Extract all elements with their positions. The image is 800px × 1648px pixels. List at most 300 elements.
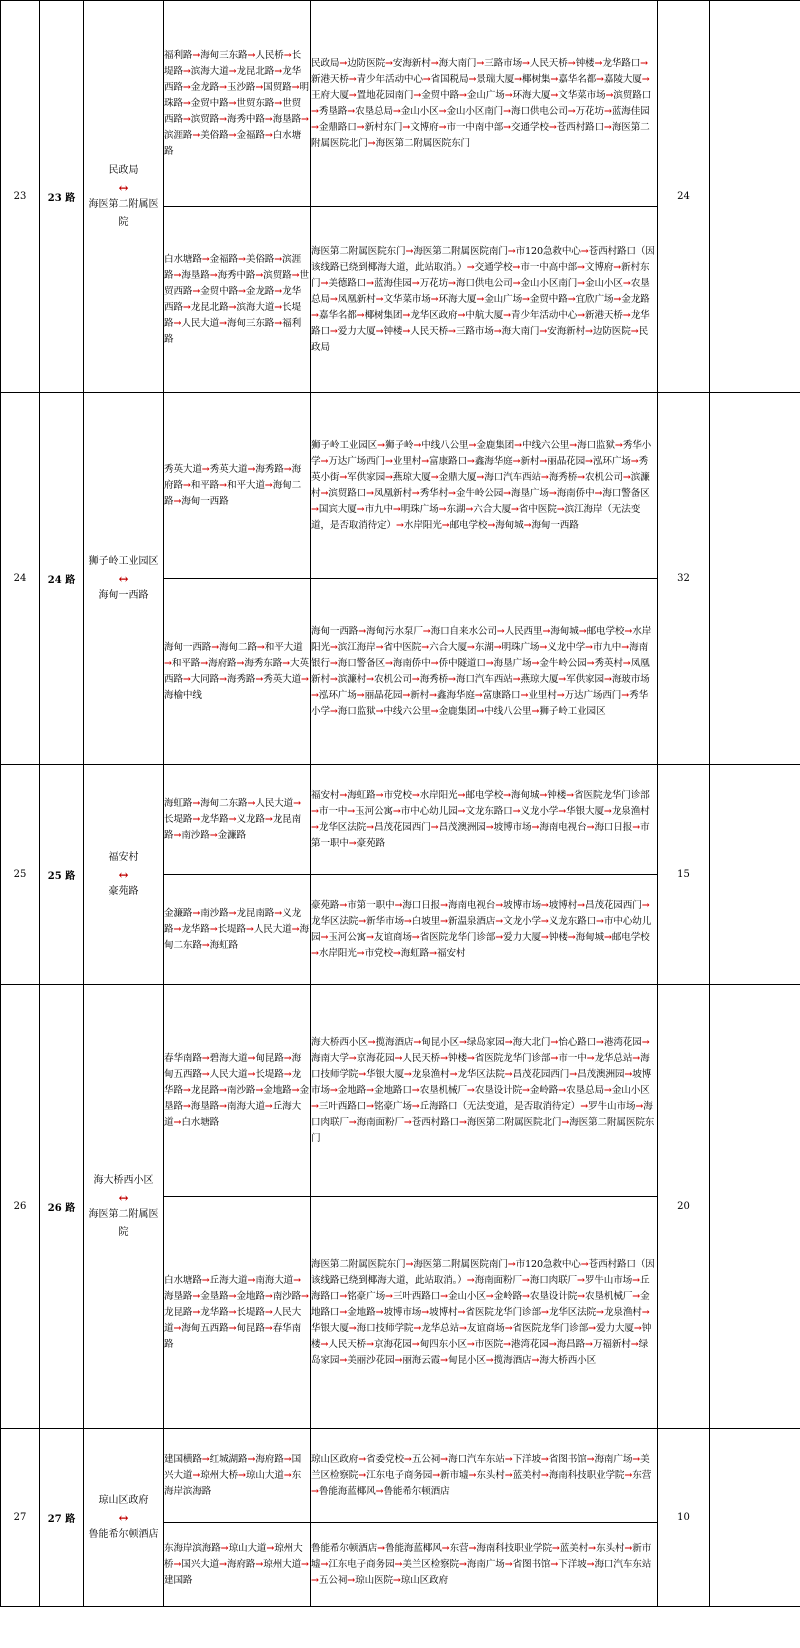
arrow-icon: → [531, 821, 540, 833]
arrow-icon: → [375, 293, 384, 305]
arrow-icon: → [594, 487, 603, 499]
arrow-icon: → [182, 65, 191, 77]
arrow-icon: → [457, 1306, 466, 1318]
arrow-icon: → [522, 1084, 530, 1096]
arrow-icon: → [485, 1354, 494, 1366]
arrow-icon: → [348, 837, 357, 849]
table-row [1, 393, 800, 579]
arrow-icon: → [377, 439, 385, 451]
arrow-icon: → [504, 1322, 513, 1334]
arrow-icon: → [339, 1306, 348, 1318]
arrow-icon: → [394, 1354, 403, 1366]
arrow-icon: → [228, 907, 237, 919]
arrow-icon: → [173, 923, 182, 935]
remark-cell [710, 1429, 800, 1607]
arrow-icon: → [624, 625, 633, 637]
arrow-icon: → [512, 277, 521, 289]
arrow-icon: → [586, 821, 595, 833]
arrow-icon: → [633, 1322, 642, 1334]
arrow-icon: → [485, 657, 494, 669]
arrow-icon: → [566, 789, 575, 801]
arrow-icon: → [182, 81, 191, 93]
arrow-icon: → [504, 1558, 513, 1570]
stop-sequence: 民政局→边防医院→安海新村→海大南门→三路市场→人民天桥→钟楼→龙华路口→新港天桥→青少年活动中心→省国税局→景瑞大厦→椰树集→嘉华名都→嘉陵大厦→王府大厦→置地花园南门→金贸中路→金山广场→环海大厦→文华菜市场→滨贸路口→秀垦路→农垦总局→金山小区→金山小区南门→海口供电公司→万花坊→蓝海佳园→金鼎路口→新村东门→文博府→市一中南中部→交通学校→苍西村路口→海医第二附属医院北门→海医第二附属医院东门 [311, 1, 658, 207]
arrow-icon: → [441, 1542, 450, 1554]
arrow-icon: → [228, 813, 237, 825]
arrow-icon: → [311, 105, 319, 117]
arrow-icon: → [247, 1453, 256, 1465]
arrow-icon: → [438, 121, 447, 133]
arrow-icon: → [219, 479, 228, 491]
arrow-icon: → [238, 1469, 246, 1481]
terminal-b: 海医第二附属医院 [88, 1208, 159, 1238]
arrow-icon: → [358, 1068, 367, 1080]
arrow-icon: → [504, 1068, 513, 1080]
arrow-icon: → [396, 519, 404, 531]
arrow-icon: → [192, 285, 201, 297]
arrow-icon: → [348, 73, 357, 85]
arrow-icon: → [421, 455, 430, 467]
arrow-icon: → [539, 641, 548, 653]
arrow-icon: → [596, 1306, 604, 1318]
arrow-icon: → [301, 673, 309, 685]
arrow-icon: → [219, 81, 228, 93]
arrow-icon: → [641, 899, 650, 911]
arrow-icon: → [580, 1100, 589, 1112]
arrow-icon: → [264, 1100, 273, 1112]
arrow-icon: → [556, 689, 565, 701]
arrow-icon: → [358, 625, 367, 637]
remark-cell [710, 985, 800, 1429]
arrow-icon: → [624, 1068, 633, 1080]
arrow-icon: → [192, 49, 201, 61]
arrow-icon: → [580, 1258, 589, 1270]
arrow-icon: → [558, 1084, 567, 1096]
arrow-icon: → [586, 1453, 595, 1465]
arrow-icon: → [283, 1052, 292, 1064]
arrow-icon: → [192, 1306, 201, 1318]
arrow-icon: → [201, 1274, 210, 1286]
arrow-icon: → [580, 245, 589, 257]
arrow-icon: → [594, 57, 603, 69]
arrow-icon: → [540, 1306, 549, 1318]
arrow-icon: → [632, 1290, 641, 1302]
arrow-icon: → [507, 245, 516, 257]
arrow-icon: → [487, 519, 496, 531]
arrow-icon: → [449, 1068, 458, 1080]
arrow-icon: → [347, 805, 356, 817]
arrow-icon: → [283, 49, 292, 61]
arrow-icon: → [385, 657, 393, 669]
route-terminals [84, 1, 164, 393]
arrow-icon: → [247, 1052, 256, 1064]
arrow-icon: → [320, 1338, 329, 1350]
arrow-icon: → [522, 57, 530, 69]
arrow-icon: → [495, 915, 504, 927]
arrow-icon: → [247, 797, 256, 809]
arrow-icon: → [182, 673, 191, 685]
arrow-icon: → [311, 503, 319, 515]
arrow-icon: → [367, 137, 376, 149]
arrow-icon: → [348, 1116, 357, 1128]
route-name: 26 路 [40, 985, 84, 1429]
arrow-icon: → [413, 439, 422, 451]
arrow-icon: → [468, 1469, 477, 1481]
arrow-icon: → [503, 487, 512, 499]
arrow-icon: → [375, 641, 384, 653]
arrow-icon: → [603, 805, 612, 817]
arrow-icon: → [403, 915, 412, 927]
arrow-icon: → [468, 439, 477, 451]
arrow-icon: → [219, 317, 228, 329]
arrow-icon: → [531, 1354, 540, 1366]
arrow-icon: → [539, 789, 548, 801]
arrow-icon: → [603, 931, 612, 943]
arrow-icon: → [192, 129, 201, 141]
arrow-icon: → [311, 121, 319, 133]
arrow-icon: → [320, 487, 329, 499]
arrow-icon: → [291, 81, 300, 93]
arrow-icon: → [569, 1068, 578, 1080]
arrow-icon: → [320, 931, 329, 943]
arrow-icon: → [588, 1542, 597, 1554]
arrow-icon: → [485, 1290, 494, 1302]
stop-sequence: 海医第二附属医院东门→海医第二附属医院南门→市120急救中心→苍西村路口（因该线路已绕到椰海大道，此站取消。）→交通学校→市一中高中部→文博府→新村东门→美德路口→蓝海佳园→万花坊→海口供电公司→金山小区南门→金山小区→农垦总局→凤凰新村→文华菜市场→环海大厦→金山广场→金贸中路→宜欣广场→金龙路→嘉华名都→椰树集团→龙华区政府→中航大厦→青少年活动中心→新港天桥→龙华路口→爱力大厦→钟楼→人民天桥→三路市场→海大南门→安海新村→边防医院→民政局 [311, 207, 658, 393]
arrow-icon: → [283, 1469, 292, 1481]
arrow-icon: → [578, 625, 587, 637]
arrow-icon: → [264, 813, 273, 825]
arrow-icon: → [209, 829, 218, 841]
arrow-icon: → [274, 301, 283, 313]
arrow-icon: → [630, 325, 639, 337]
arrow-icon: → [274, 317, 283, 329]
arrow-icon: → [301, 113, 309, 125]
arrow-icon: → [550, 73, 559, 85]
arrow-icon: → [283, 1453, 292, 1465]
arrow-icon: → [358, 1469, 367, 1481]
arrow-icon: → [422, 625, 431, 637]
arrow-icon: → [311, 821, 319, 833]
arrow-icon: → [596, 73, 604, 85]
arrow-icon: → [466, 1052, 475, 1064]
route-name: 24 路 [40, 393, 84, 765]
arrow-icon: → [550, 89, 559, 101]
terminal-b: 海医第二附属医院 [88, 198, 159, 228]
arrow-icon: → [274, 907, 283, 919]
arrow-icon: → [493, 641, 502, 653]
arrow-icon: → [567, 57, 576, 69]
arrow-icon: → [459, 1036, 467, 1048]
arrow-icon: → [291, 269, 300, 281]
arrow-icon: → [356, 121, 365, 133]
arrow-icon: → [522, 293, 530, 305]
arrow-icon: → [448, 325, 456, 337]
arrow-icon: → [413, 89, 422, 101]
stop-count: 20 [658, 985, 710, 1429]
route-name: 27 路 [40, 1429, 84, 1607]
arrow-icon: → [531, 657, 540, 669]
arrow-icon: → [182, 479, 191, 491]
route-terminals [84, 765, 164, 985]
arrow-icon: → [503, 121, 512, 133]
arrow-icon: → [311, 309, 319, 321]
arrow-icon: → [266, 1542, 275, 1554]
route-terminals [84, 985, 164, 1429]
arrow-icon: → [567, 293, 576, 305]
table-row [1, 1, 800, 207]
arrow-icon: → [236, 657, 245, 669]
arrow-icon: → [550, 1558, 559, 1570]
arrow-icon: → [577, 471, 586, 483]
arrow-icon: → [542, 625, 551, 637]
arrow-icon: → [238, 285, 246, 297]
stop-sequence: 豪苑路→市第一职中→海口日报→海南电视台→坡博市场→坡博村→昌茂花园西门→龙华区法院→新华市场→白坡里→新温泉酒店→文龙小学→义龙东路口→市中心幼儿园→玉河公寓→友谊商场→省医院龙华门诊部→爱力大厦→钟楼→海甸城→邮电学校→水岸阳光→市党校→海虹路→福安村 [311, 875, 658, 985]
arrow-icon: → [255, 81, 264, 93]
arrow-icon: → [392, 1574, 401, 1586]
arrow-icon: → [402, 309, 411, 321]
arrow-icon: → [551, 1542, 560, 1554]
bidirectional-arrow-icon: ↔ [118, 571, 129, 586]
arrow-icon: → [540, 931, 549, 943]
arrow-icon: → [448, 277, 456, 289]
arrow-icon: → [448, 487, 456, 499]
arrow-icon: → [247, 1068, 256, 1080]
arrow-icon: → [520, 689, 529, 701]
arrow-icon: → [440, 1354, 449, 1366]
route-terminals [84, 393, 164, 765]
arrow-icon: → [411, 673, 420, 685]
arrow-icon: → [605, 89, 614, 101]
arrow-icon: → [403, 1068, 412, 1080]
arrow-icon: → [614, 439, 623, 451]
arrow-icon: → [339, 471, 348, 483]
arrow-icon: → [585, 455, 593, 467]
arrow-icon: → [192, 1290, 201, 1302]
arrow-icon: → [585, 641, 593, 653]
arrow-icon: → [577, 309, 586, 321]
arrow-icon: → [356, 503, 365, 515]
arrow-icon: → [219, 1558, 228, 1570]
arrow-icon: → [264, 129, 273, 141]
arrow-icon: → [504, 1036, 513, 1048]
arrow-icon: → [512, 455, 521, 467]
stop-sequence: 琼山区政府→省委党校→五公祠→海口汽车东站→下洋坡→省图书馆→海南广场→美兰区检察院→江东电子商务园→新市墟→东头村→蓝美村→海南科技职业学院→东营→鲁能海蓝椰风→鲁能希尔顿酒店 [311, 1429, 658, 1523]
arrow-icon: → [430, 293, 439, 305]
arrow-icon: → [402, 325, 411, 337]
arrow-icon: → [421, 1306, 430, 1318]
arrow-icon: → [632, 1274, 640, 1286]
arrow-icon: → [347, 105, 356, 117]
arrow-icon: → [411, 931, 420, 943]
arrow-icon: → [457, 789, 466, 801]
arrow-icon: → [459, 1322, 467, 1334]
arrow-icon: → [512, 805, 521, 817]
arrow-icon: → [255, 1558, 264, 1570]
arrow-icon: → [366, 1100, 374, 1112]
arrow-icon: → [495, 899, 504, 911]
arrow-icon: → [622, 277, 631, 289]
arrow-icon: → [329, 325, 338, 337]
arrow-icon: → [548, 487, 557, 499]
road-path: 建国横路→红城湖路→海府路→国兴大道→琼州大桥→琼山大道→东海岸滨海路 [164, 1429, 311, 1523]
arrow-icon: → [429, 947, 438, 959]
arrow-icon: → [192, 813, 201, 825]
arrow-icon: → [255, 269, 264, 281]
arrow-icon: → [596, 1036, 604, 1048]
arrow-icon: → [577, 1290, 586, 1302]
arrow-icon: → [375, 705, 384, 717]
bidirectional-arrow-icon: ↔ [118, 1510, 129, 1525]
arrow-icon: → [440, 915, 449, 927]
arrow-icon: → [476, 471, 485, 483]
arrow-icon: → [403, 1116, 412, 1128]
arrow-icon: → [173, 269, 182, 281]
arrow-icon: → [339, 1354, 348, 1366]
arrow-icon: → [411, 1100, 420, 1112]
terminal-a: 狮子岭工业园区 [88, 555, 159, 567]
arrow-icon: → [459, 1558, 467, 1570]
stop-sequence: 海医第二附属医院东门→海医第二附属医院南门→市120急救中心→苍西村路口（因该线路已绕到椰海大道，此站取消。）→海南面粉厂→海口肉联厂→罗牛山市场→丘海路口→铭豪广场→三叶西路口→金山小区→金岭路→农垦设计院→农垦机械厂→金地路口→金地路→坡博市场→坡博村→省医院龙华门诊部→龙华区法院→龙泉渔村→华银大厦→海口技师学院→龙华总站→友谊商场→省医院龙华门诊部→爱力大厦→钟楼→人民天桥→京海花园→甸四东小区→市医院→港湾花园→海昌路→万福新村→绿岛家园→美丽沙花园→丽海云霞→甸昆小区→揽海酒店→海大桥西小区 [311, 1197, 658, 1429]
arrow-icon: → [457, 309, 466, 321]
arrow-icon: → [201, 939, 210, 951]
arrow-icon: → [228, 129, 237, 141]
arrow-icon: → [339, 899, 348, 911]
arrow-icon: → [550, 1052, 559, 1064]
arrow-icon: → [173, 1322, 182, 1334]
stop-count: 10 [658, 1429, 710, 1607]
arrow-icon: → [182, 97, 191, 109]
terminal-b: 豪苑路 [108, 885, 139, 897]
arrow-icon: → [385, 1290, 393, 1302]
arrow-icon: → [622, 657, 631, 669]
arrow-icon: → [255, 673, 264, 685]
arrow-icon: → [228, 1290, 237, 1302]
arrow-icon: → [366, 673, 375, 685]
arrow-icon: → [264, 1306, 273, 1318]
arrow-icon: → [339, 789, 348, 801]
arrow-icon: → [301, 1558, 309, 1570]
arrow-icon: → [632, 1052, 641, 1064]
route-seq: 25 [1, 765, 40, 985]
arrow-icon: → [301, 1290, 309, 1302]
arrow-icon: → [630, 455, 639, 467]
road-path: 东海岸滨海路→琼山大道→琼州大桥→国兴大道→海府路→琼州大道→建国路 [164, 1523, 311, 1607]
terminal-b: 海甸一西路 [98, 589, 149, 601]
arrow-icon: → [182, 1084, 191, 1096]
arrow-icon: → [448, 673, 456, 685]
arrow-icon: → [348, 1052, 357, 1064]
arrow-icon: → [201, 1068, 210, 1080]
arrow-icon: → [201, 253, 210, 265]
arrow-icon: → [375, 789, 384, 801]
arrow-icon: → [182, 301, 191, 313]
arrow-icon: → [411, 277, 420, 289]
bidirectional-arrow-icon: ↔ [118, 867, 129, 882]
arrow-icon: → [377, 1542, 385, 1554]
stop-count: 24 [658, 1, 710, 393]
arrow-icon: → [329, 705, 338, 717]
arrow-icon: → [274, 253, 283, 265]
arrow-icon: → [394, 1558, 403, 1570]
arrow-icon: → [411, 487, 420, 499]
arrow-icon: → [413, 1036, 422, 1048]
arrow-icon: → [440, 1453, 449, 1465]
arrow-icon: → [603, 1084, 612, 1096]
road-path: 海虹路→海甸二东路→人民大道→长堤路→龙华路→义龙路→龙昆南路→南沙路→金濂路 [164, 765, 311, 875]
remark-cell [710, 393, 800, 765]
arrow-icon: → [476, 293, 485, 305]
terminal-b: 鲁能希尔顿酒店 [88, 1528, 159, 1540]
arrow-icon: → [632, 821, 641, 833]
arrow-icon: → [392, 105, 401, 117]
arrow-icon: → [540, 471, 549, 483]
arrow-icon: → [430, 657, 439, 669]
arrow-icon: → [385, 455, 393, 467]
arrow-icon: → [173, 829, 182, 841]
arrow-icon: → [247, 1274, 256, 1286]
arrow-icon: → [274, 285, 283, 297]
arrow-icon: → [228, 65, 237, 77]
road-path: 白水塘路→金福路→美俗路→滨涯路→海垦路→海秀中路→滨贸路→世贸西路→金贸中路→金龙路→龙华西路→龙昆北路→滨海大道→长堤路→人民大道→海甸三东路→福利路 [164, 207, 311, 393]
arrow-icon: → [320, 455, 329, 467]
road-path: 白水塘路→丘海大道→南海大道→海垦路→金垦路→金地路→南沙路→龙昆路→龙华路→长堤路→人民大道→海甸五西路→甸昆路→春华南路 [164, 1197, 311, 1429]
arrow-icon: → [403, 1453, 412, 1465]
arrow-icon: → [586, 657, 595, 669]
arrow-icon: → [512, 673, 521, 685]
arrow-icon: → [164, 657, 172, 669]
arrow-icon: → [585, 325, 593, 337]
arrow-icon: → [641, 1036, 650, 1048]
arrow-icon: → [311, 947, 319, 959]
arrow-icon: → [476, 57, 485, 69]
arrow-icon: → [366, 487, 375, 499]
arrow-icon: → [394, 899, 403, 911]
arrow-icon: → [585, 1338, 593, 1350]
arrow-icon: → [632, 1453, 641, 1465]
arrow-icon: → [567, 931, 576, 943]
arrow-icon: → [264, 1290, 273, 1302]
arrow-icon: → [339, 57, 348, 69]
arrow-icon: → [173, 1116, 182, 1128]
arrow-icon: → [474, 689, 483, 701]
arrow-icon: → [540, 1469, 549, 1481]
arrow-icon: → [466, 261, 475, 273]
arrow-icon: → [576, 1274, 585, 1286]
route-name: 23 路 [40, 1, 84, 393]
arrow-icon: → [558, 805, 567, 817]
arrow-icon: → [459, 1116, 467, 1128]
arrow-icon: → [311, 1100, 319, 1112]
arrow-icon: → [201, 1453, 210, 1465]
bidirectional-arrow-icon: ↔ [118, 180, 129, 195]
table-row [1, 765, 800, 875]
arrow-icon: → [539, 455, 548, 467]
arrow-icon: → [329, 641, 338, 653]
arrow-icon: → [329, 1084, 338, 1096]
arrow-icon: → [201, 463, 210, 475]
arrow-icon: → [466, 455, 475, 467]
arrow-icon: → [201, 1052, 210, 1064]
arrow-icon: → [504, 1453, 513, 1465]
route-seq: 27 [1, 1429, 40, 1607]
route-terminals [84, 1429, 164, 1607]
road-path: 海甸一西路→海甸二路→和平大道→和平路→海府路→海秀东路→大英西路→大同路→海秀路→秀英大道→海榆中线 [164, 579, 311, 765]
arrow-icon: → [228, 1322, 237, 1334]
arrow-icon: → [596, 915, 604, 927]
remark-cell [710, 765, 800, 985]
arrow-icon: → [603, 673, 612, 685]
arrow-icon: → [311, 1574, 319, 1586]
